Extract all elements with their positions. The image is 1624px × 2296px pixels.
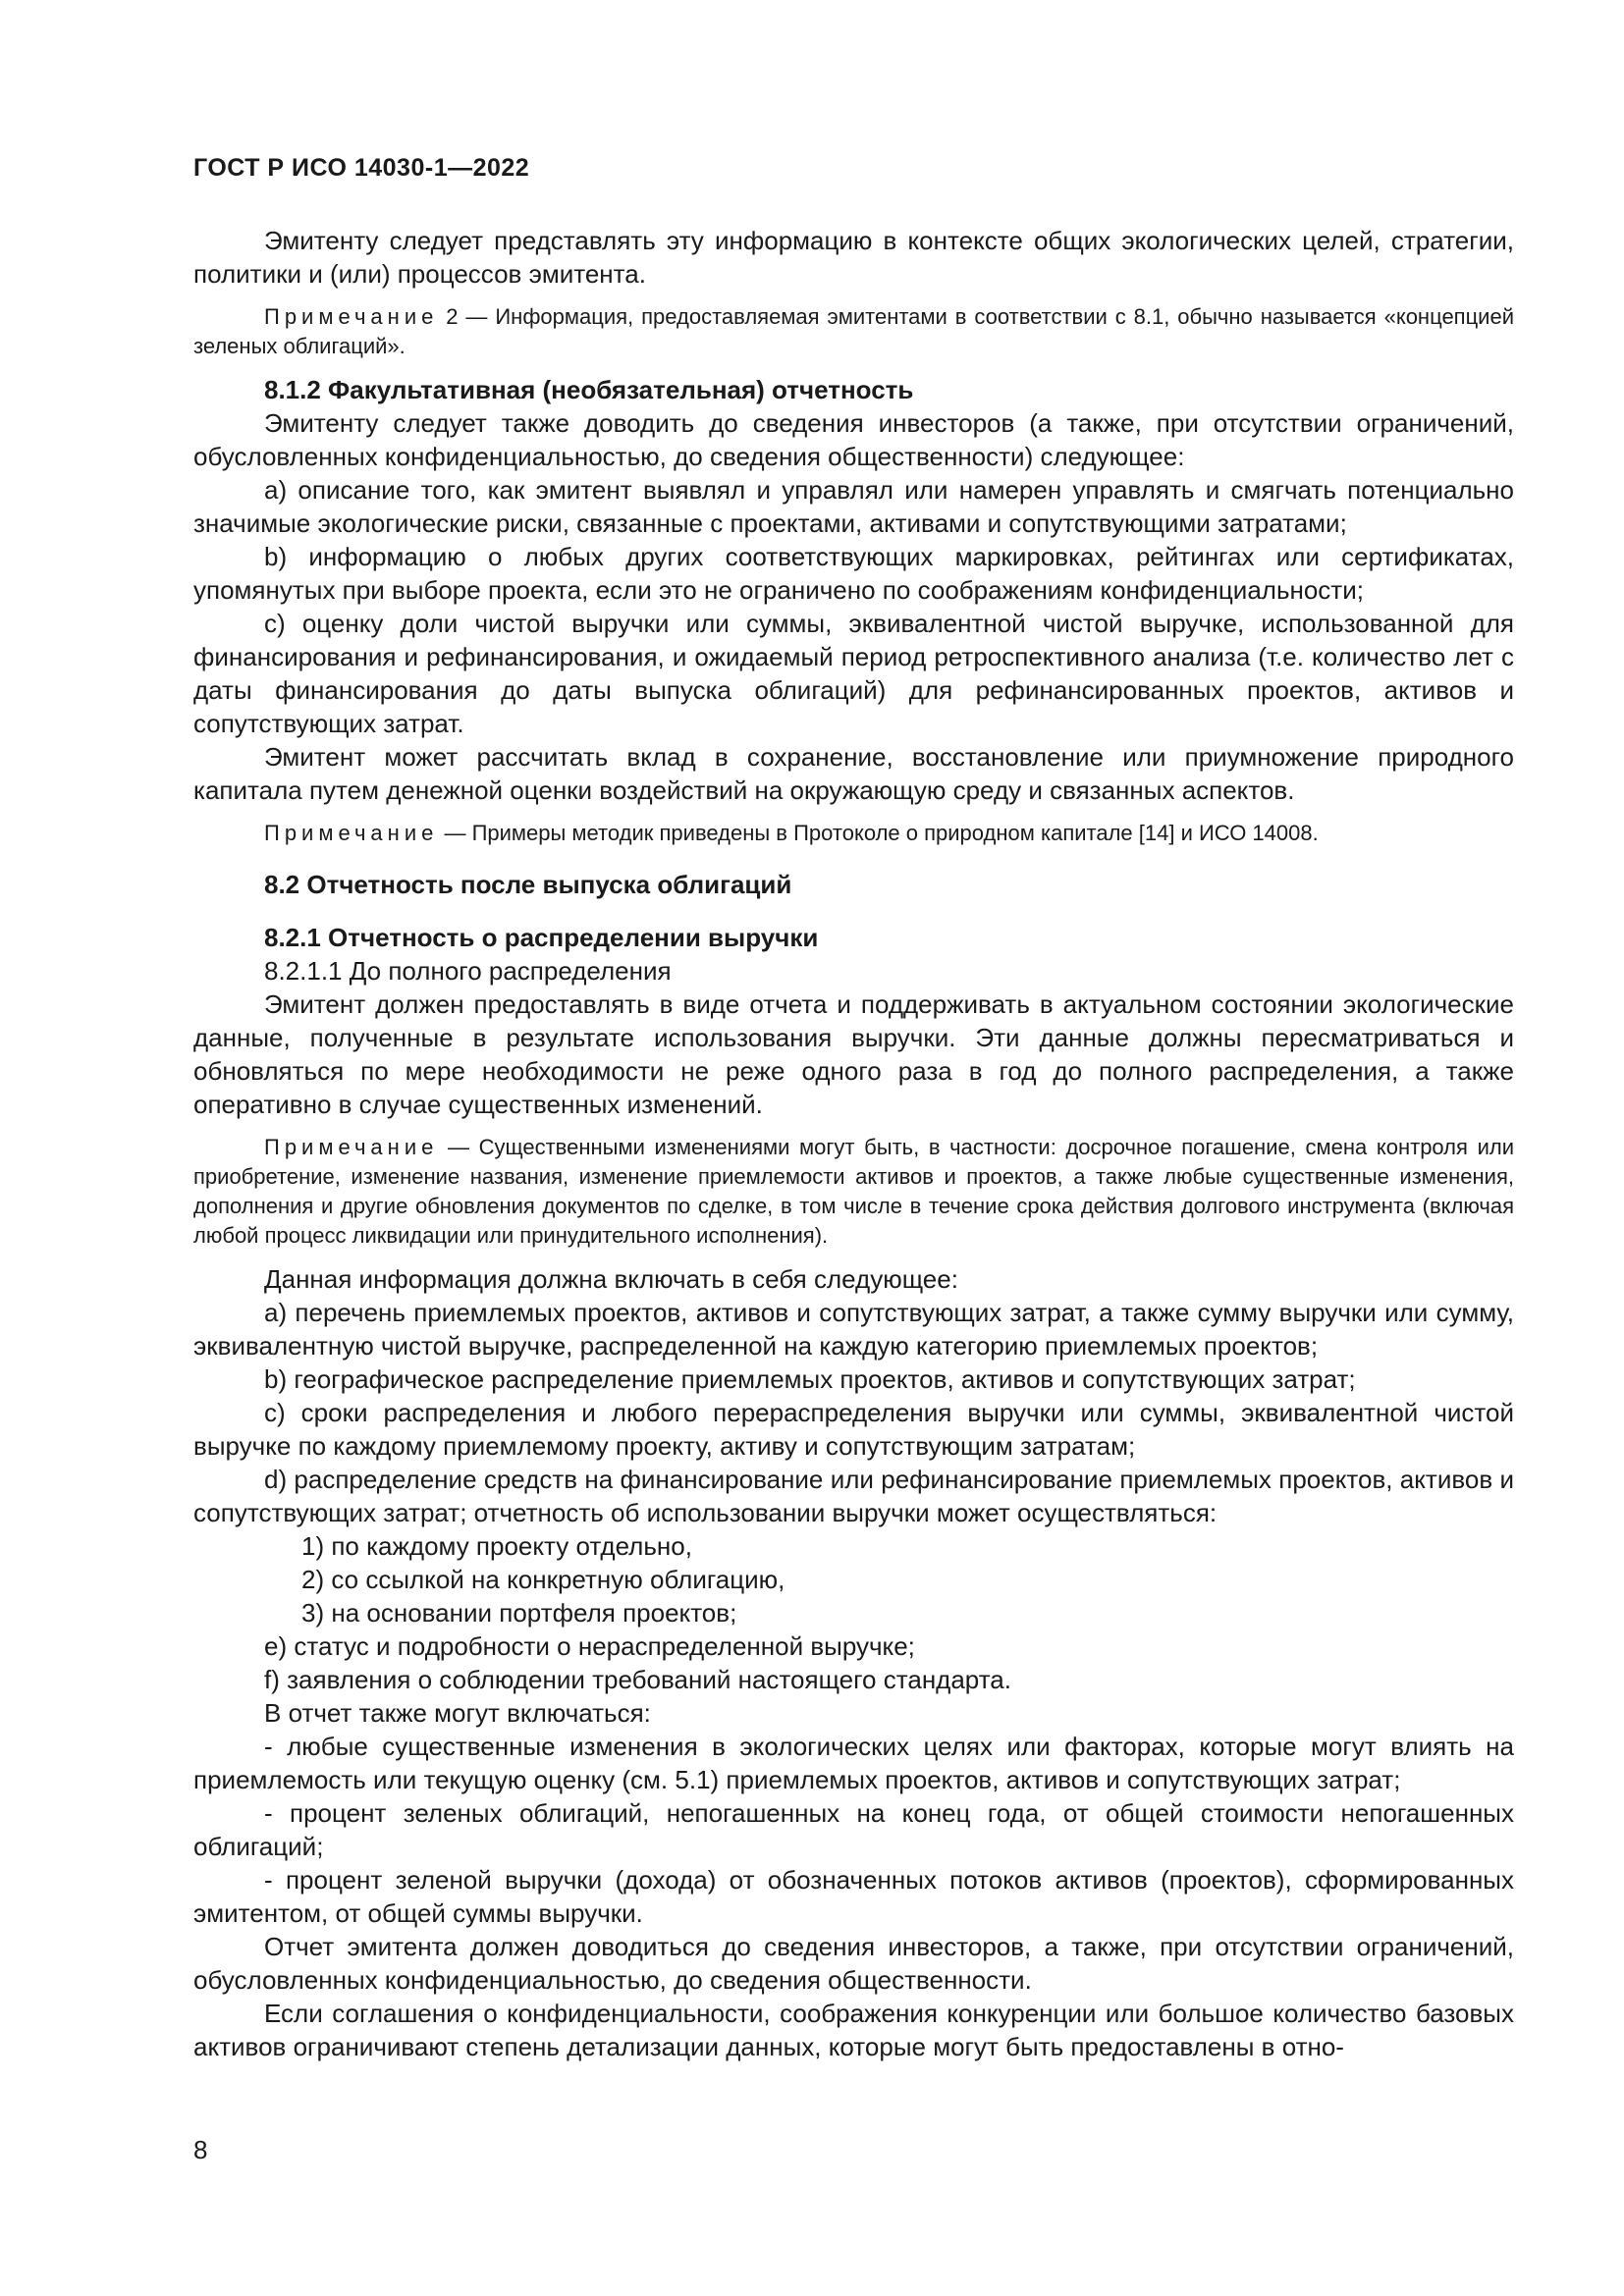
sub-item-2: 2) со ссылкой на конкретную облигацию, [301, 1565, 785, 1594]
paragraph: Эмитент должен предоставлять в виде отчета и поддерживать в актуальном состоянии экологические данные, полученные в результате использования выручки. Эти данные должны пересматриваться и обновляться по мере необходимости не реже одного раза в год до полного распределения, а также оперативно в случае существенных изменений. [193, 989, 1514, 1119]
sub-item-1: 1) по каждому проекту отдельно, [301, 1531, 692, 1561]
note-label: Примечание [264, 821, 439, 845]
heading-8-1-2: 8.1.2 Факультативная (необязательная) отчетность [264, 375, 914, 404]
paragraph: Эмитент может рассчитать вклад в сохранение, восстановление или приумножение природного капитала путем денежной оценки воздействий на окружающую среду и связанных аспектов. [193, 742, 1514, 805]
paragraph: Если соглашения о конфиденциальности, соображения конкуренции или большое количество базовых активов ограничивают степень детализации данных, которые могут быть предоставлены в отно- [193, 1999, 1514, 2061]
list-item-b: b) информацию о любых других соответствующих маркировках, рейтингах или сертификатах, упомянутых при выборе проекта, если это не ограничено по соображениям конфиденциальности; [193, 542, 1514, 605]
paragraph: Отчет эмитента должен доводиться до сведения инвесторов, а также, при отсутствии ограничений, обусловленных конфиденциальностью, до сведения общественности. [193, 1932, 1514, 1995]
note [193, 1133, 1514, 1251]
list-item-d: d) распределение средств на финансирование или рефинансирование приемлемых проектов, активов и сопутствующих затрат; отчетность об использовании выручки может осуществляться: [193, 1465, 1514, 1527]
note-2 [193, 302, 1514, 361]
list-item-b: b) географическое распределение приемлемых проектов, активов и сопутствующих затрат; [264, 1364, 1356, 1394]
subheading-8-2-1-1: 8.2.1.1 До полного распределения [264, 956, 672, 986]
list-item-c: c) сроки распределения и любого перераспределения выручки или суммы, эквивалентной чистой выручке по каждому приемлемому проекту, активу и сопутствующим затратам; [193, 1398, 1514, 1461]
list-item-a: а) перечень приемлемых проектов, активов и сопутствующих затрат, а также сумму выручки или сумму, эквивалентную чистой выручке, распределенной на каждую категорию приемлемых проектов; [193, 1298, 1514, 1361]
sub-item-3: 3) на основании портфеля проектов; [301, 1598, 737, 1628]
list-item-c: c) оценку доли чистой выручки или суммы, эквивалентной чистой выручке, использованной для финансирования и рефинансирования, и ожидаемый период ретроспективного анализа (т.е. количество лет с даты финансирования до даты выпуска облигаций) для рефинансированных проектов, активов и сопутствующих затрат. [193, 609, 1514, 738]
dash-item: - процент зеленой выручки (дохода) от обозначенных потоков активов (проектов), сформированных эмитентом, от общей суммы выручки. [193, 1865, 1514, 1928]
note-label: Примечание [264, 304, 439, 329]
list-item-a: а) описание того, как эмитент выявлял и управлял или намерен управлять и смягчать потенциально значимые экологические риски, связанные с проектами, активами и сопутствующими затратами; [193, 475, 1514, 538]
list-item-f: f) заявления о соблюдении требований настоящего стандарта. [264, 1665, 1011, 1694]
dash-item: - любые существенные изменения в экологических целях или факторах, которые могут влиять на приемлемость или текущую оценку (см. 5.1) приемлемых проектов, активов и сопутствующих затрат; [193, 1732, 1514, 1794]
paragraph: Эмитенту следует также доводить до сведения инвесторов (а также, при отсутствии ограничений, обусловленных конфиденциальностью, до сведения общественности) следующее: [193, 408, 1514, 471]
note-label: Примечание [264, 1135, 439, 1159]
note-text: — Примеры методик приведены в Протоколе о природном капитале [14] и ИСО 14008. [438, 821, 1319, 845]
page-number: 8 [193, 2135, 208, 2164]
document-body [193, 224, 1514, 2063]
paragraph: В отчет также могут включаться: [264, 1698, 651, 1728]
heading-8-2-1: 8.2.1 Отчетность о распределении выручки [264, 923, 819, 952]
note-text: — Существенными изменениями могут быть, в частности: досрочное погашение, смена контроля или приобретение, изменение названия, изменение приемлемости активов и проектов, а также любые существенные изменения, дополнения и другие обновления документов по сделке, в том числе в течение срока действия долгового инструмента (включая любой процесс ликвидации или принудительного исполнения). [193, 1135, 1514, 1248]
document-header: ГОСТ Р ИСО 14030-1—2022 [193, 154, 530, 182]
list-item-e: e) статус и подробности о нераспределенной выручке; [264, 1631, 915, 1661]
note [193, 819, 1514, 848]
paragraph: Эмитенту следует представлять эту информацию в контексте общих экологических целей, стратегии, политики и (или) процессов эмитента. [193, 226, 1514, 289]
dash-item: - процент зеленых облигаций, непогашенных на конец года, от общей стоимости непогашенных облигаций; [193, 1798, 1514, 1861]
note-text: 2 — Информация, предоставляемая эмитентами в соответствии с 8.1, обычно называется «концепцией зеленых облигаций». [193, 304, 1514, 358]
paragraph: Данная информация должна включать в себя следующее: [264, 1264, 958, 1294]
heading-8-2: 8.2 Отчетность после выпуска облигаций [264, 870, 792, 899]
